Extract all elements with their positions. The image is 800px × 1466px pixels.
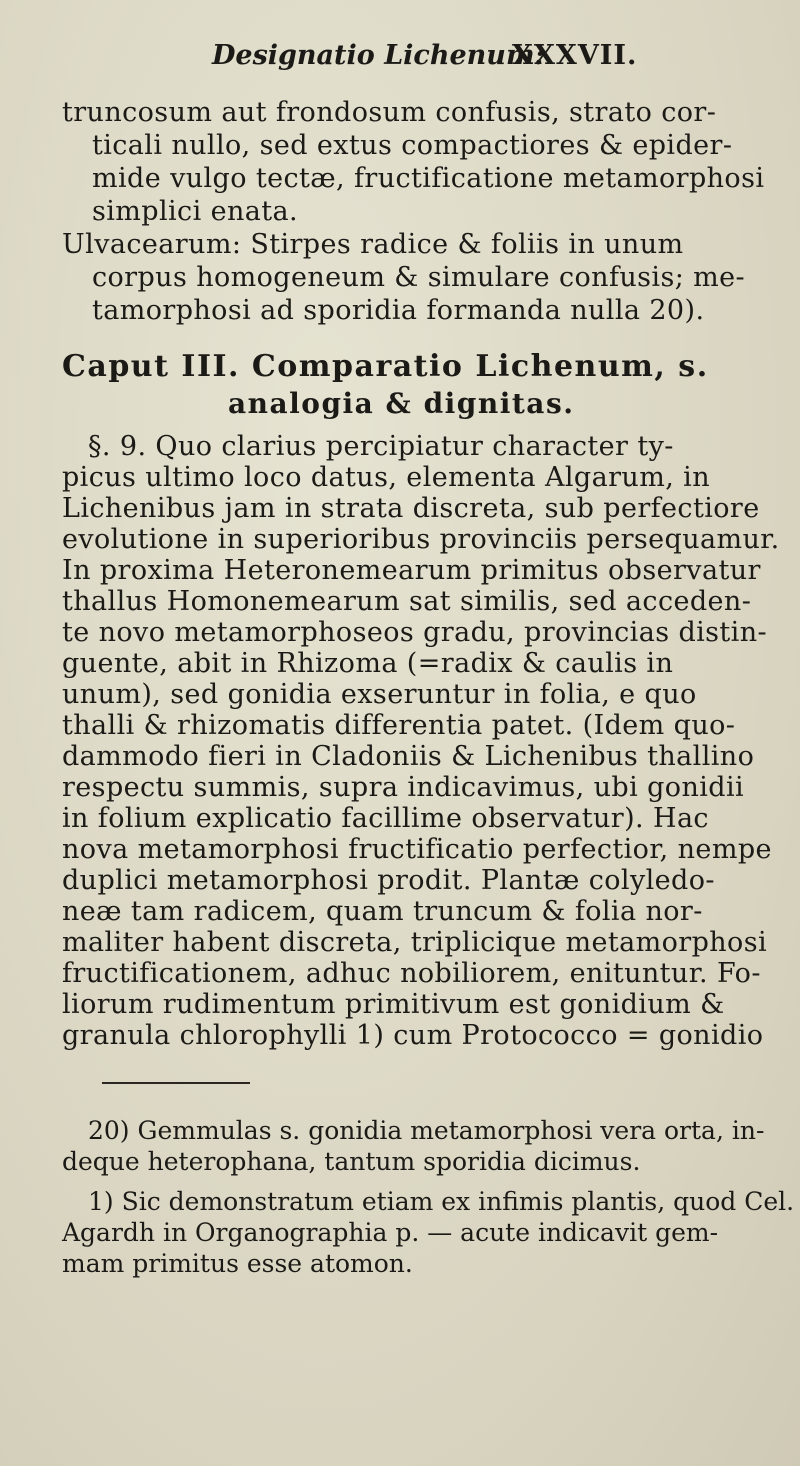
- paragraph-line: granula chlorophylli 1) cum Protococco = gonidio: [62, 1020, 764, 1051]
- text-line: Ulvacearum: Stirpes radice & foliis in unum: [62, 229, 684, 260]
- paragraph-line: maliter habent discreta, triplicique metamorphosi: [62, 927, 768, 958]
- chapter-heading: Caput III. Comparatio Lichenum, s.: [62, 349, 709, 384]
- paragraph-line: fructificationem, adhuc nobiliorem, enituntur. Fo-: [62, 958, 761, 989]
- footnote-line: deque heterophana, tantum sporidia dicimus.: [62, 1147, 641, 1176]
- footnote-line: 1) Sic demonstratum etiam ex infimis plantis, quod Cel.: [88, 1187, 795, 1216]
- text-line: simplici enata.: [92, 196, 298, 227]
- paragraph-line: unum), sed gonidia exseruntur in folia, e quo: [62, 679, 697, 710]
- paragraph-line: thallus Homonemearum sat similis, sed acceden-: [62, 586, 752, 617]
- paragraph-line: in folium explicatio facillime observatur). Hac: [62, 803, 709, 834]
- paragraph-line: dammodo fieri in Cladoniis & Lichenibus thallino: [62, 741, 755, 772]
- paragraph-line: duplici metamorphosi prodit. Plantæ colyledo-: [62, 865, 715, 896]
- paragraph-line: respectu summis, supra indicavimus, ubi gonidii: [62, 772, 745, 803]
- paragraph-line: In proxima Heteronemearum primitus observatur: [62, 555, 761, 586]
- paragraph-line: picus ultimo loco datus, elementa Algarum, in: [62, 462, 711, 493]
- text-line: corpus homogeneum & simulare confusis; me-: [92, 262, 746, 293]
- text-line: tamorphosi ad sporidia formanda nulla 20).: [92, 295, 705, 326]
- paragraph-line: nova metamorphosi fructificatio perfectior, nempe: [62, 834, 772, 865]
- paragraph-line: guente, abit in Rhizoma (=radix & caulis in: [62, 648, 674, 679]
- paragraph-line: te novo metamorphoseos gradu, provincias distin-: [62, 617, 768, 648]
- paragraph-line: liorum rudimentum primitivum est gonidium &: [62, 989, 725, 1020]
- footnote-line: mam primitus esse atomon.: [62, 1249, 413, 1278]
- footnote-line: Agardh in Organographia p. — acute indicavit gem-: [62, 1218, 719, 1247]
- page-number: XXXVII.: [512, 40, 638, 71]
- paragraph-line: evolutione in superioribus provinciis persequamur.: [62, 524, 780, 555]
- footnote-line: 20) Gemmulas s. gonidia metamorphosi vera orta, in-: [88, 1116, 765, 1145]
- paragraph-line: Lichenibus jam in strata discreta, sub perfectiore: [62, 493, 760, 524]
- running-header: [212, 40, 638, 71]
- text-line: ticali nullo, sed extus compactiores & epider-: [92, 130, 733, 161]
- paragraph-line: neæ tam radicem, quam truncum & folia nor-: [62, 896, 703, 927]
- text-line: truncosum aut frondosum confusis, strato cor-: [62, 97, 717, 128]
- header-title: Designatio Lichenum:: [212, 40, 545, 71]
- chapter-subheading: analogia & dignitas.: [228, 387, 575, 420]
- paragraph-line: thalli & rhizomatis differentia patet. (Idem quo-: [62, 710, 736, 741]
- paragraph-line: §. 9. Quo clarius percipiatur character ty-: [88, 431, 674, 462]
- footnote-separator: [102, 1082, 250, 1084]
- text-line: mide vulgo tectæ, fructificatione metamorphosi: [92, 163, 765, 194]
